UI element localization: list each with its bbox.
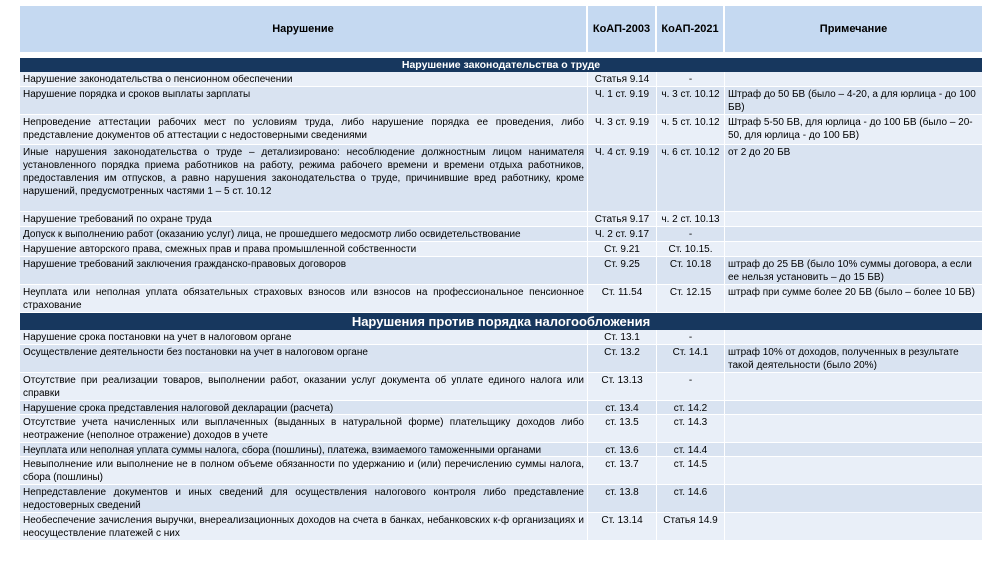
table-row xyxy=(20,242,982,257)
table-row xyxy=(20,145,982,212)
table-row xyxy=(20,401,982,415)
note-cell xyxy=(725,212,982,226)
violation-cell: Непроведение аттестации рабочих мест по условиям труда, либо нарушение порядка ее проведения, либо представление документов об аттестации с недостоверными сведениями xyxy=(20,115,588,144)
table-row xyxy=(20,227,982,242)
koap-2003-cell: Ст. 13.14 xyxy=(588,513,657,540)
koap-2021-cell: ч. 2 ст. 10.13 xyxy=(657,212,725,226)
violation-cell: Отсутствие учета начисленных или выплаченных (выданных в натуральной форме) плательщику доходов либо неотражение (неполное отражение) доходов в учете xyxy=(20,415,588,442)
violation-cell: Неуплата или неполная уплата суммы налога, сбора (пошлины), платежа, взимаемого таможенными органами xyxy=(20,443,588,456)
table-header xyxy=(20,6,982,52)
koap-2003-cell: Ч. 4 ст. 9.19 xyxy=(588,145,657,211)
note-cell xyxy=(725,227,982,241)
koap-2003-cell: ст. 13.8 xyxy=(588,485,657,512)
violation-cell: Непредставление документов и иных сведений для осуществления налогового контроля либо представление недостоверных сведений xyxy=(20,485,588,512)
koap-2021-cell: ч. 5 ст. 10.12 xyxy=(657,115,725,144)
koap-2003-cell: Статья 9.17 xyxy=(588,212,657,226)
koap-2021-cell: - xyxy=(657,227,725,241)
table-row xyxy=(20,212,982,227)
note-cell xyxy=(725,513,982,540)
header-violation: Нарушение xyxy=(20,6,588,52)
koap-2021-cell: ч. 3 ст. 10.12 xyxy=(657,87,725,114)
koap-2003-cell: Ст. 11.54 xyxy=(588,285,657,312)
header-koap-2003: КоАП-2003 xyxy=(588,6,657,52)
koap-2021-cell: Ст. 10.15. xyxy=(657,242,725,256)
koap-2003-cell: Ч. 3 ст. 9.19 xyxy=(588,115,657,144)
table-row xyxy=(20,285,982,313)
violation-cell: Неуплата или неполная уплата обязательных страховых взносов или взносов на профессиональное пенсионное страхование xyxy=(20,285,588,312)
note-cell: Штраф до 50 БВ (было – 4-20, а для юрлица - до 100 БВ) xyxy=(725,87,982,114)
violation-cell: Нарушение порядка и сроков выплаты зарплаты xyxy=(20,87,588,114)
section-tax-rows xyxy=(20,330,982,541)
koap-2021-cell: Ст. 14.1 xyxy=(657,345,725,372)
note-cell: Штраф 5-50 БВ, для юрлица - до 100 БВ (было – 20-50, для юрлица - до 100 БВ) xyxy=(725,115,982,144)
koap-2003-cell: Ст. 9.25 xyxy=(588,257,657,284)
koap-2003-cell: ст. 13.4 xyxy=(588,401,657,414)
koap-2003-cell: Ст. 13.2 xyxy=(588,345,657,372)
note-cell xyxy=(725,373,982,400)
koap-2021-cell: Ст. 12.15 xyxy=(657,285,725,312)
violation-cell: Необеспечение зачисления выручки, внереализационных доходов на счета в банках, небанковских к-ф организациях и неосуществление платежей с них xyxy=(20,513,588,540)
note-cell: штраф 10% от доходов, полученных в результате такой деятельности (было 20%) xyxy=(725,345,982,372)
section-tax-title: Нарушения против порядка налогообложения xyxy=(20,313,982,330)
note-cell xyxy=(725,242,982,256)
violation-cell: Нарушение срока представления налоговой декларации (расчета) xyxy=(20,401,588,414)
koap-2003-cell: Ч. 2 ст. 9.17 xyxy=(588,227,657,241)
koap-2021-cell: - xyxy=(657,330,725,344)
table-row xyxy=(20,115,982,145)
table-row xyxy=(20,513,982,541)
table-row xyxy=(20,415,982,443)
violation-cell: Нарушение требований по охране труда xyxy=(20,212,588,226)
table-row xyxy=(20,373,982,401)
koap-2021-cell: ст. 14.6 xyxy=(657,485,725,512)
koap-2003-cell: ст. 13.6 xyxy=(588,443,657,456)
koap-2021-cell: ст. 14.5 xyxy=(657,457,725,484)
note-cell: от 2 до 20 БВ xyxy=(725,145,982,211)
table-row xyxy=(20,330,982,345)
koap-2003-cell: ст. 13.5 xyxy=(588,415,657,442)
note-cell xyxy=(725,485,982,512)
table-row xyxy=(20,257,982,285)
violation-cell: Нарушение требований заключения гражданско-правовых договоров xyxy=(20,257,588,284)
table-row xyxy=(20,345,982,373)
koap-2021-cell: - xyxy=(657,373,725,400)
table-row xyxy=(20,443,982,457)
header-note: Примечание xyxy=(819,23,888,35)
violation-cell: Нарушение авторского права, смежных прав и права промышленной собственности xyxy=(20,242,588,256)
note-cell xyxy=(725,457,982,484)
note-cell xyxy=(725,443,982,456)
note-cell xyxy=(725,401,982,414)
violation-cell: Нарушение законодательства о пенсионном обеспечении xyxy=(20,72,588,86)
violation-cell: Нарушение срока постановки на учет в налоговом органе xyxy=(20,330,588,344)
section-labor-rows xyxy=(20,72,982,313)
koap-2021-cell: ст. 14.2 xyxy=(657,401,725,414)
koap-2003-cell: Статья 9.14 xyxy=(588,72,657,86)
koap-2003-cell: Ст. 9.21 xyxy=(588,242,657,256)
koap-2021-cell: Статья 14.9 xyxy=(657,513,725,540)
table-row xyxy=(20,485,982,513)
table-row xyxy=(20,87,982,115)
koap-2003-cell: Ст. 13.1 xyxy=(588,330,657,344)
table-row xyxy=(20,72,982,87)
koap-2003-cell: Ч. 1 ст. 9.19 xyxy=(588,87,657,114)
table-row xyxy=(20,457,982,485)
note-cell xyxy=(725,72,982,86)
koap-2021-cell: - xyxy=(657,72,725,86)
note-cell: штраф при сумме более 20 БВ (было – более 10 БВ) xyxy=(725,285,982,312)
violation-cell: Иные нарушения законодательства о труде – детализировано: несоблюдение должностным лицом нанимателя установленного порядка приема работников на работу, режима рабочего времени и времени отдыха работников, предоставления им отпусков, а равно нарушения законодательства о труде, причинившие вред работнику, кроме нарушений, предусмотренных частями 1 – 5 ст. 10.12 xyxy=(20,145,588,211)
note-cell xyxy=(725,415,982,442)
section-labor-title: Нарушение законодательства о труде xyxy=(20,58,982,72)
comparison-table xyxy=(20,6,982,541)
koap-2021-cell: Ст. 10.18 xyxy=(657,257,725,284)
koap-2003-cell: ст. 13.7 xyxy=(588,457,657,484)
violation-cell: Осуществление деятельности без постановки на учет в налоговом органе xyxy=(20,345,588,372)
header-koap-2021: КоАП-2021 xyxy=(657,6,725,52)
violation-cell: Допуск к выполнению работ (оказанию услуг) лица, не прошедшего медосмотр либо освидетельствование xyxy=(20,227,588,241)
note-cell xyxy=(725,330,982,344)
koap-2003-cell: Ст. 13.13 xyxy=(588,373,657,400)
violation-cell: Невыполнение или выполнение не в полном объеме обязанности по удержанию и (или) перечислению суммы налога, сбора (пошлины) xyxy=(20,457,588,484)
koap-2021-cell: ч. 6 ст. 10.12 xyxy=(657,145,725,211)
violation-cell: Отсутствие при реализации товаров, выполнении работ, оказании услуг документа об уплате единого налога или справки xyxy=(20,373,588,400)
koap-2021-cell: ст. 14.4 xyxy=(657,443,725,456)
note-cell: штраф до 25 БВ (было 10% суммы договора, а если ее нельзя установить – до 15 БВ) xyxy=(725,257,982,284)
koap-2021-cell: ст. 14.3 xyxy=(657,415,725,442)
